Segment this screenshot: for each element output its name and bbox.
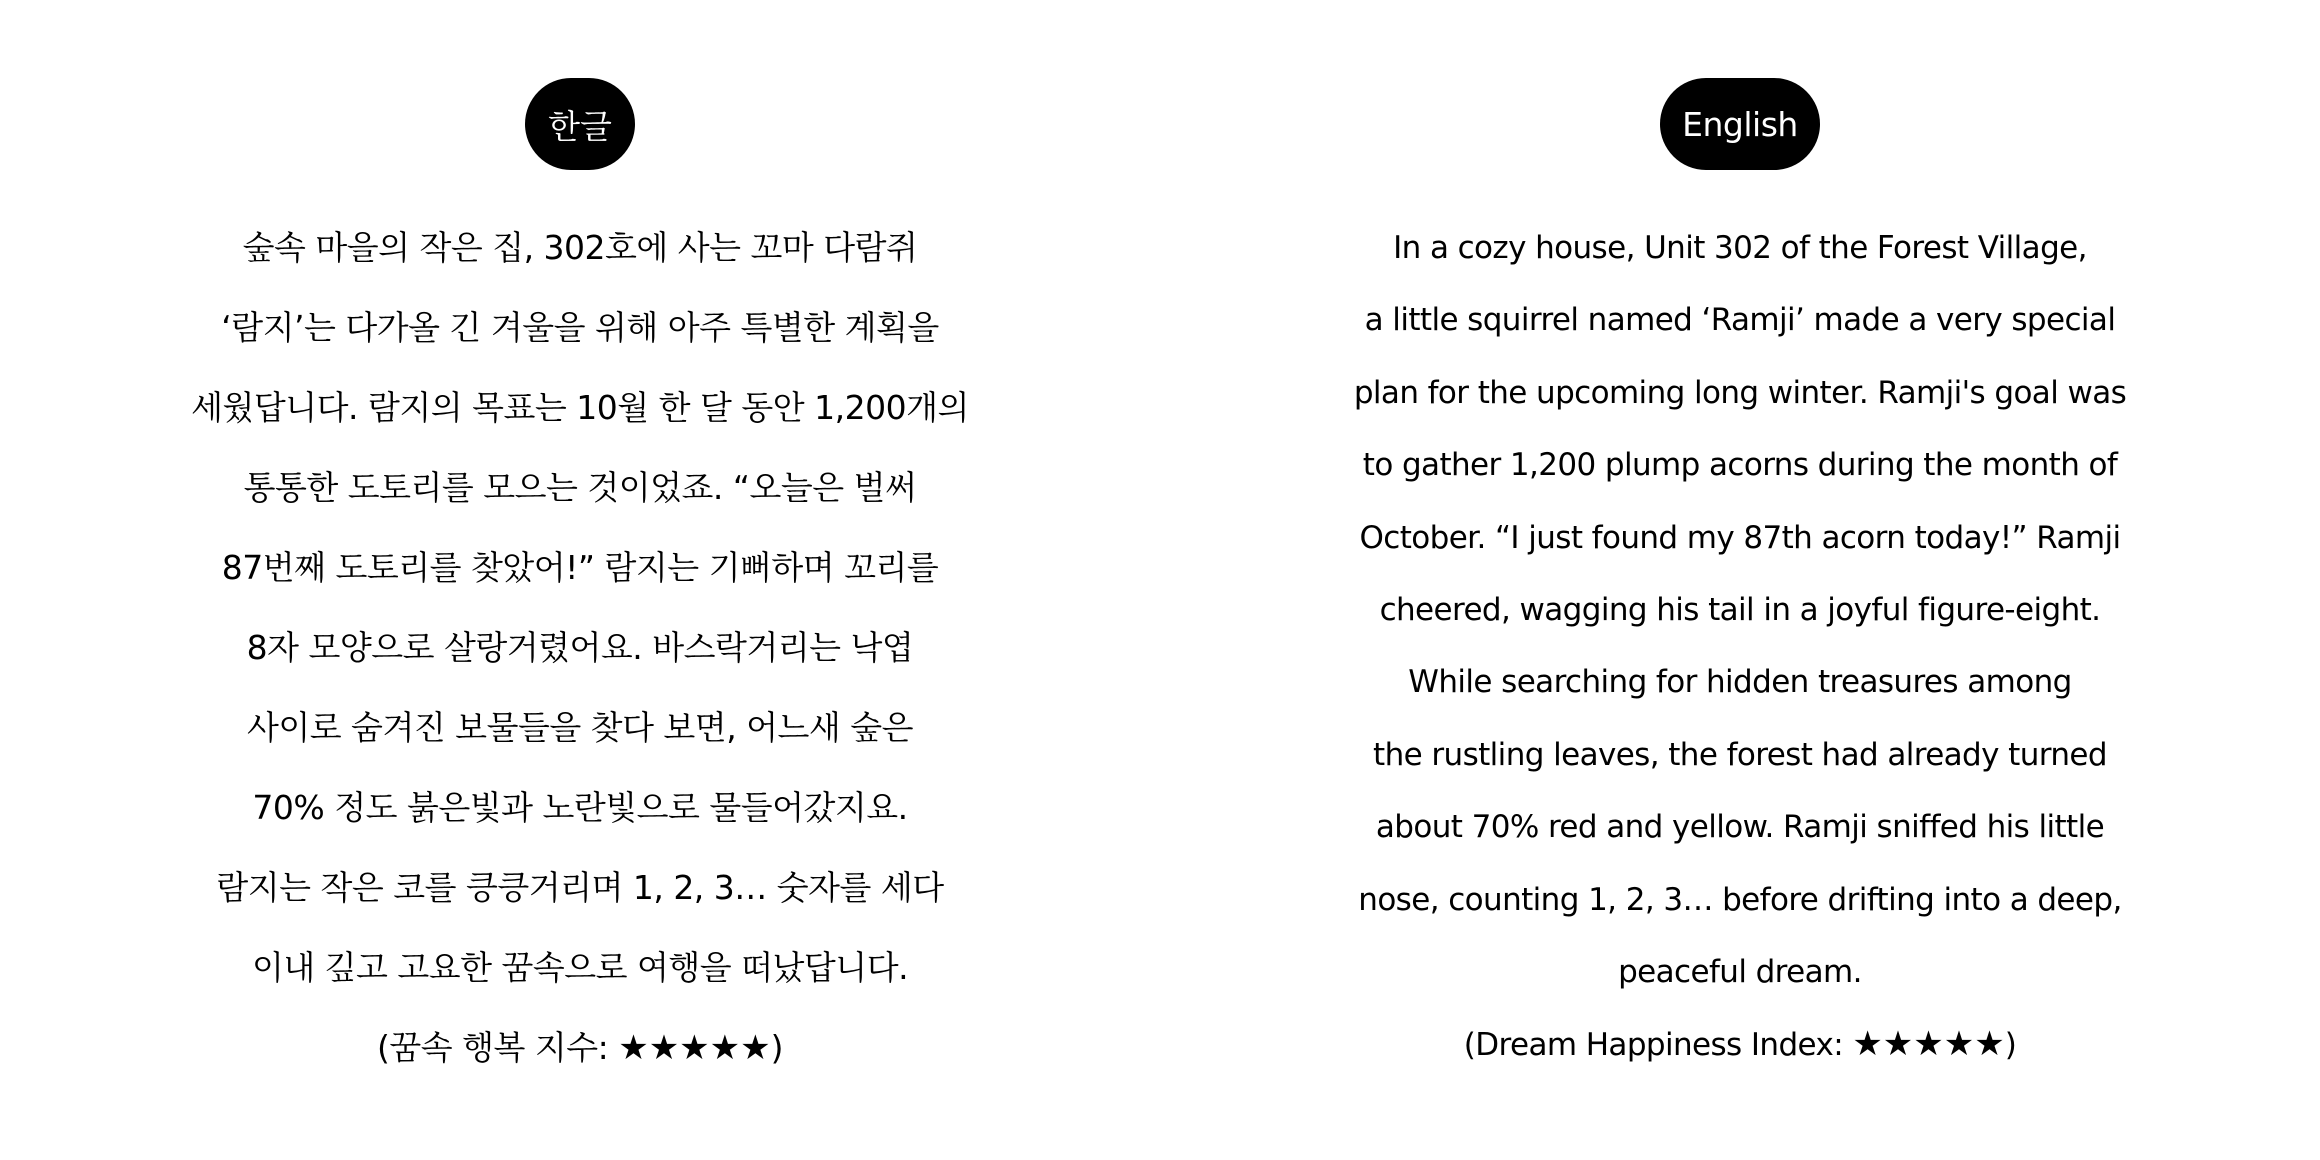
story-line: cheered, wagging his tail in a joyful figure-eight.	[1379, 591, 2101, 628]
story-line: October. “I just found my 87th acorn today!” Ramji	[1359, 519, 2121, 556]
story-line: 통통한 도토리를 모으는 것이었죠. “오늘은 벌써	[243, 468, 917, 507]
story-line: to gather 1,200 plump acorns during the month of	[1362, 447, 2118, 484]
rating-close: )	[2004, 1027, 2017, 1064]
rating-label: (Dream Happiness Index:	[1463, 1027, 1853, 1064]
star-rating-icon: ★★★★★	[618, 1028, 771, 1068]
story-line: 87번째 도토리를 찾았어!” 람지는 기뻐하며 꼬리를	[221, 548, 939, 587]
story-line: ‘람지’는 다가올 긴 겨울을 위해 아주 특별한 계획을	[221, 308, 939, 347]
story-line: 70% 정도 붉은빛과 노란빛으로 물들어갔지요.	[252, 788, 908, 827]
language-badge-english: English	[1660, 78, 1820, 170]
story-line: a little squirrel named ‘Ramji’ made a very special	[1364, 302, 2116, 339]
story-line: nose, counting 1, 2, 3… before drifting into a deep,	[1358, 881, 2122, 918]
story-line: 사이로 숨겨진 보물들을 찾다 보면, 어느새 숲은	[246, 708, 914, 747]
story-line: 숲속 마을의 작은 집, 302호에 사는 꼬마 다람쥐	[242, 228, 918, 267]
story-line: While searching for hidden treasures among	[1408, 664, 2072, 701]
korean-story-text	[80, 208, 1080, 1088]
story-line: the rustling leaves, the forest had already turned	[1373, 736, 2107, 773]
rating-close: )	[770, 1028, 783, 1067]
story-line: plan for the upcoming long winter. Ramji's goal was	[1353, 374, 2127, 411]
story-line: 이내 깊고 고요한 꿈속으로 여행을 떠났답니다.	[251, 948, 909, 987]
story-line: 8자 모양으로 살랑거렸어요. 바스락거리는 낙엽	[246, 628, 914, 667]
rating-label: (꿈속 행복 지수:	[376, 1028, 619, 1067]
english-story-text	[1240, 212, 2240, 1081]
english-column	[1240, 0, 2240, 1160]
story-line: In a cozy house, Unit 302 of the Forest Village,	[1393, 230, 2087, 266]
story-line: 람지는 작은 코를 킁킁거리며 1, 2, 3… 숫자를 세다	[216, 868, 944, 907]
story-line: 세웠답니다. 람지의 목표는 10월 한 달 동안 1,200개의	[191, 388, 969, 427]
korean-column	[80, 0, 1080, 1160]
star-rating-icon: ★★★★★	[1852, 1024, 2005, 1065]
happiness-rating-english	[1240, 1008, 2240, 1080]
story-line: peaceful dream.	[1618, 953, 1862, 990]
happiness-rating-korean	[80, 1008, 1080, 1088]
story-line: about 70% red and yellow. Ramji sniffed his little	[1375, 809, 2105, 846]
language-badge-korean: 한글	[525, 78, 635, 170]
